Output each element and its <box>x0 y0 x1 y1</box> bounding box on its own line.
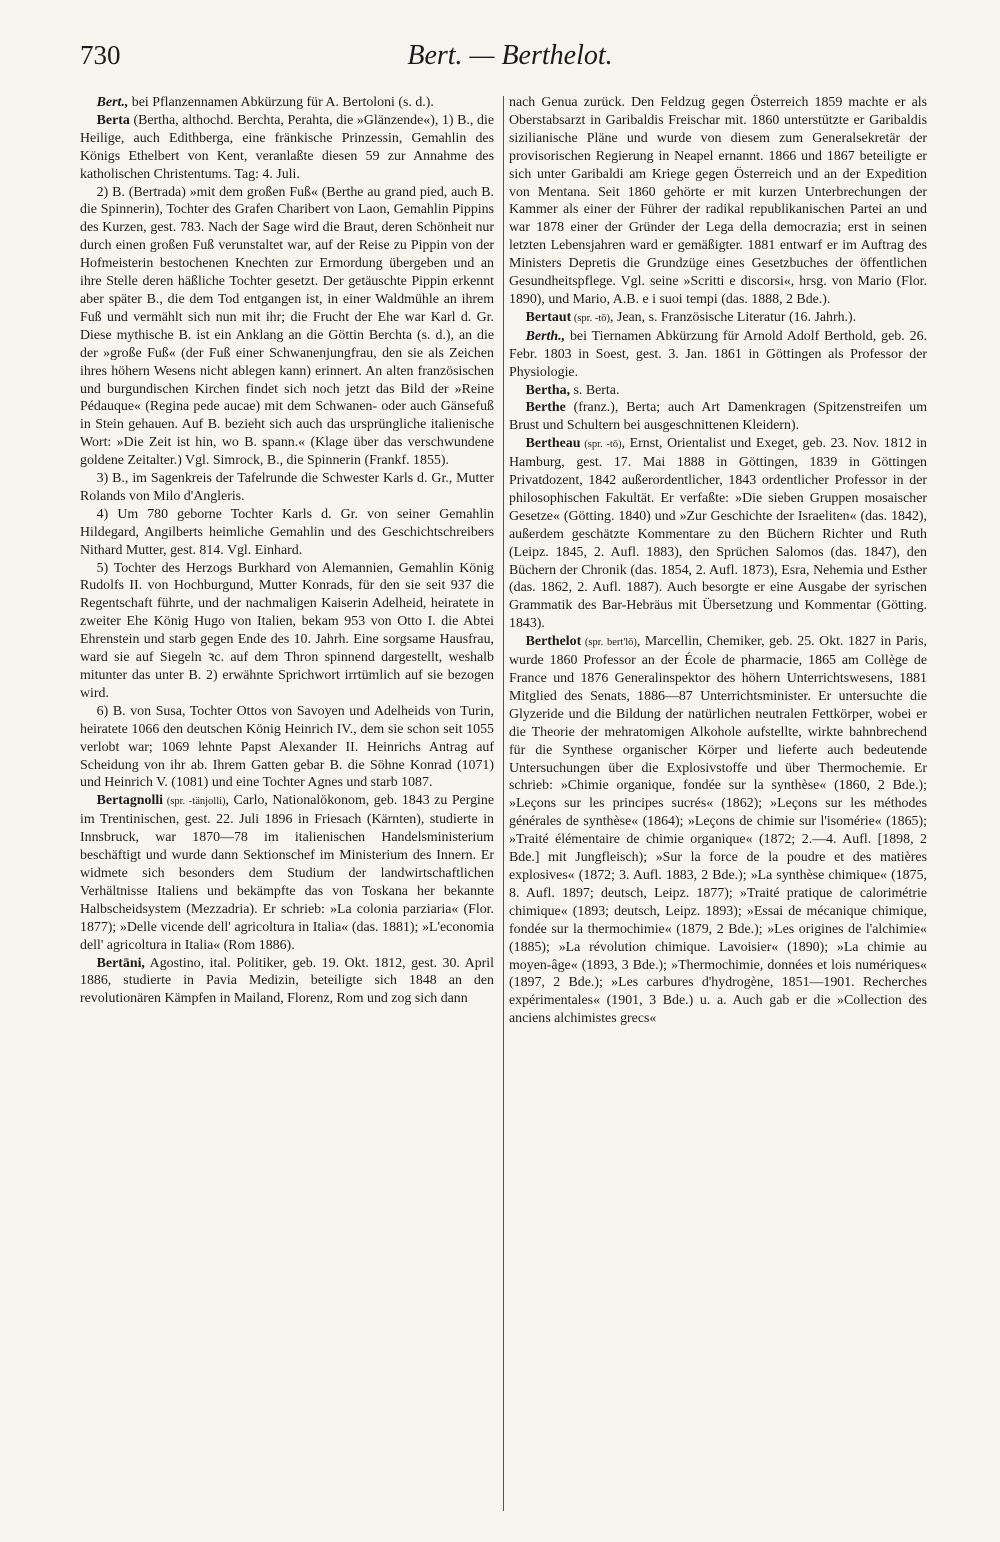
dictionary-entry <box>80 506 494 560</box>
entry-headword: Bertagnolli <box>96 793 164 809</box>
entry-text: 3) B., im Sagenkreis der Tafelrunde die Schwester Karls d. Gr., Mutter Rolands von Milo d'Angleris. <box>80 471 494 504</box>
dictionary-entry <box>509 435 927 633</box>
dictionary-entry <box>80 703 494 793</box>
entry-headword: Bertaut <box>525 309 572 325</box>
dictionary-entry <box>80 112 494 184</box>
entry-text: nach Genua zurück. Den Feldzug gegen Österreich 1859 machte er als Oberstabsarzt in Garibaldis Freischar mit. 1860 unterstützte er Garibaldis sizilianische Pläne und wurde von diesem zum Generalsekretär der provisorischen Regierung in Neapel ernannt. 1866 und 1867 beteiligte er sich unter Garibaldi am Kriege gegen Österreich und an der Expedition von Mentana. Seit 1860 gehörte er mit kurzen Unterbrechungen der Kammer als einer der Führer der radikal republikanischen Partei an und war 1878 einer der Gründer der Lega della democrazia; erst in seinen letzten Lebensjahren ward er gemäßigter. 1881 entwarf er im Auftrag des Ministers Depretis die Grundzüge eines Gesetzbuches der öffentlichen Gesundheitspflege. Vgl. seine »Scritti e discorsi«, hrsg. von Mario (Flor. 1890), und Mario, A.B. e i suoi tempi (das. 1888, 2 Bde.). <box>509 95 927 307</box>
entry-headword: Berthelot <box>525 634 582 650</box>
entry-headword: Berta <box>96 112 130 128</box>
entry-text: s. Berta. <box>570 382 620 398</box>
entry-headword: Berthe <box>525 400 566 416</box>
dictionary-entry <box>80 792 494 954</box>
pronunciation-note: (spr. -tänjolli) <box>163 796 226 808</box>
entry-text: Agostino, ital. Politiker, geb. 19. Okt. 1812, gest. 30. April 1886, studierte in Pavia Medizin, beteiligte sich 1848 an den revolutionären Kämpfen in Mailand, Florenz, Rom und zog sich dann <box>80 955 494 1007</box>
entry-text: bei Tiernamen Abkürzung für Arnold Adolf Berthold, geb. 26. Febr. 1803 in Soest, gest. 3. Jan. 1861 in Göttingen als Professor der Physiologie. <box>509 328 927 380</box>
dictionary-entry <box>80 94 494 112</box>
entry-text: , Jean, s. Französische Literatur (16. Jahrh.). <box>610 309 857 325</box>
pronunciation-note: (spr. bert'lō) <box>581 637 637 649</box>
column-divider <box>503 96 504 1511</box>
dictionary-entry <box>509 633 927 1028</box>
dictionary-entry <box>80 470 494 506</box>
entry-headword: Bertha, <box>525 382 571 398</box>
dictionary-entry <box>509 399 927 435</box>
entry-text: 2) B. (Bertrada) »mit dem großen Fuß« (Berthe au grand pied, auch B. die Spinnerin), Tochter des Grafen Charibert von Laon, Gemahlin Pippins des Kurzen, gest. 783. Nach der Sage wird die Braut, deren Schönheit nur durch einen großen Fuß verunstaltet war, auf der Reise zu Pippin von der Hofmeisterin bestochenen Knechten zur Ermordung übergeben und an ihre Stelle deren häßliche Tochter gesetzt. Der getäuschte Pippin erkennt aber später B., die dem Tod entgangen ist, in einer Waldmühle an ihrem Fuß und vermählt sich nun mit ihr; die Frucht der Ehe war Karl d. Gr. Diese mythische B. ist ein Anklang an die Göttin Berchta (s. d.), an die der »große Fuß« (der Fuß einer Schwanenjungfrau, den sie als Zeichen ihres höhern Wesens nicht ablegen kann) erinnert. An alten französischen und burgundischen Kirchen findet sich noch jetzt das Bild der »Reine Pédauque« (Regina pede aucae) mit dem Schwanen- oder auch Gänsefuß in Stein gehauen. Auf B. bezieht sich auch das ursprüngliche italienische Wort: »Die Zeit ist hin, wo B. spann.« (Klage über das verschwundene goldene Zeitalter.) Vgl. Simrock, B., die Spinnerin (Frankf. 1855). <box>80 184 494 469</box>
entry-headword: Bertāni, <box>96 955 145 971</box>
running-head: Bert. — Berthelot. <box>407 40 613 71</box>
entry-text: , Ernst, Orientalist und Exeget, geb. 23. Nov. 1812 in Hamburg, gest. 17. Mai 1888 in Göttingen, 1839 in Göttingen Privatdozent, 1842 außerordentlicher, 1843 ordentlicher Professor in der philosophischen Fakultät. Er verfaßte: »Die sieben Gruppen mosaischer Gesetze« (Götting. 1840) und »Zur Geschichte der Israeliten« (das. 1842), außerdem geschätzte Kommentare zu den Büchern Richter und Ruth (Leipz. 1845, 2. Aufl. 1883), den Sprüchen Salomos (das. 1847), den Büchern der Chronik (das. 1854, 2. Aufl. 1873), Esra, Nehemia und Esther (das. 1862, 2. Aufl. 1887). Auch besorgte er eine Ausgabe der syrischen Grammatik des Bar-Hebräus mit Übersetzung und Kommentar (Götting. 1843). <box>509 436 927 632</box>
entry-text: , Carlo, Nationalökonom, geb. 1843 zu Pergine im Trentinischen, gest. 22. Juli 1896 in Friesach (Kärnten), studierte in Innsbruck, war 1870—78 im italienischen Handelsministerium beschäftigt und wurde dann Sektionschef im Ministerium des Innern. Er widmete sich besonders dem Studium der landwirtschaftlichen Verhältnisse Italiens und bekämpfte das von Toskana her bekannte Halbscheidsystem (Mezzadria). Er schrieb: »La colonia parziaria« (Flor. 1877); »Delle vicende dell' agricoltura in Italia« (das. 1881); »L'economia dell' agricoltura in Italia« (Rom 1886). <box>80 793 494 953</box>
dictionary-entry <box>80 184 494 471</box>
page-header <box>80 40 940 80</box>
left-column <box>80 94 494 1519</box>
dictionary-entry <box>80 955 494 1009</box>
entry-text: 4) Um 780 geborne Tochter Karls d. Gr. von seiner Gemahlin Hildegard, Angilberts heimliche Gemahlin und des Geschichtschreibers Nithard Mutter, gest. 814. Vgl. Einhard. <box>80 506 494 558</box>
entry-text: (Bertha, althochd. Berchta, Perahta, die »Glänzende«), 1) B., die Heilige, auch Edithberga, eine fränkische Prinzessin, Gemahlin des Königs Ethelbert von Kent, veranlaßte diesen 59 zur Annahme des katholischen Christentums. Tag: 4. Juli. <box>80 112 494 182</box>
dictionary-entry <box>509 94 927 309</box>
right-column <box>509 94 927 1519</box>
entry-text: (franz.), Berta; auch Art Damenkragen (Spitzenstreifen um Brust und Schultern bei ausgeschnittenen Kleidern). <box>509 400 927 434</box>
entry-text: 5) Tochter des Herzogs Burkhard von Alemannien, Gemahlin König Rudolfs II. von Hochburgund, Mutter Konrads, für den sie seit 937 die Regentschaft führte, und der nachmaligen Kaiserin Adelheid, heiratete in zweiter Ehe König Hugo von Italien, bekam 953 von Otto I. die Abtei Ehrenstein und starb gegen Ende des 10. Jahrh. Eine sorgsame Hausfrau, ward sie auf Siegeln ꝛc. auf dem Thron spinnend dargestellt, weshalb mitunter das unter B. 2) erwähnte Sprichwort irrtümlich auf sie bezogen wird. <box>80 560 494 701</box>
dictionary-entry <box>509 382 927 400</box>
dictionary-entry <box>509 309 927 328</box>
pronunciation-note: (spr. -tō) <box>580 439 622 451</box>
entry-text: , Marcellin, Chemiker, geb. 25. Okt. 1827 in Paris, wurde 1860 Professor an der École de pharmacie, 1865 am Collège de France und 1876 Generalinspektor des höhern Unterrichtswesens, 1881 Mitglied des Senats, 1886—87 Unterrichtsminister. Er untersuchte die Glyzeride und die Bildung der natürlichen neutralen Fettkörper, wobei er die Theorie der mehratomigen Alkohole aufstellte, wirkte bahnbrechend für die Synthese organischer Körper und lieferte auch bedeutende Untersuchungen über die Explosivstoffe und über Thermochemie. Er schrieb: »Chimie organique, fondée sur la synthèse« (1860, 2 Bde.); »Leçons sur les principes sucrés« (1862); »Leçons sur les méthodes générales de synthèse« (1864); »Leçons de chimie sur l'isomérie« (1865); »Traité élémentaire de chimie organique« (1872; 2.—4. Aufl. [1898, 2 Bde.] mit Jungfleisch); »Sur la force de la poudre et des matières explosives« (1872; 3. Aufl. 1883, 2 Bde.); »La synthèse chimique« (1875, 8. Aufl. 1897; deutsch, Leipz. 1877); »Traité pratique de calorimétrie chimique« (1893; deutsch, Leipz. 1893); »Essai de mécanique chimique, fondée sur la thermochimie« (1879, 2 Bde.); »Les origines de l'alchimie« (1885); »La révolution chimique. Lavoisier« (1890); »La chimie au moyen-âge« (1893, 3 Bde.); »Thermochimie, données et lois numériques« (1897, 2 Bde.); »Les carbures d'hydrogène, 1851—1901. Recherches expérimentales« (1901, 3 Bde.) u. a. Auch gab er die »Collection des anciens alchimistes grecs« <box>509 634 927 1027</box>
page-number: 730 <box>80 40 121 70</box>
dictionary-entry <box>80 560 494 703</box>
entry-headword: Berth., <box>525 328 566 344</box>
entry-text: 6) B. von Susa, Tochter Ottos von Savoyen und Adelheids von Turin, heiratete 1066 den deutschen König Heinrich IV., dem sie schon seit 1055 verlobt war; 1069 lehnte Papst Alexander II. Heinrichs Antrag auf Scheidung von ihr ab. Ihrem Gatten gebar B. die Söhne Konrad (1071) und Heinrich V. (1081) und eine Tochter Agnes und starb 1087. <box>80 703 494 791</box>
entry-headword: Bertheau <box>525 436 581 452</box>
dictionary-entry <box>509 328 927 382</box>
pronunciation-note: (spr. -tō) <box>571 312 610 324</box>
entry-headword: Bert., <box>96 95 129 110</box>
entry-text: bei Pflanzennamen Abkürzung für A. Bertoloni (s. d.). <box>128 95 434 110</box>
